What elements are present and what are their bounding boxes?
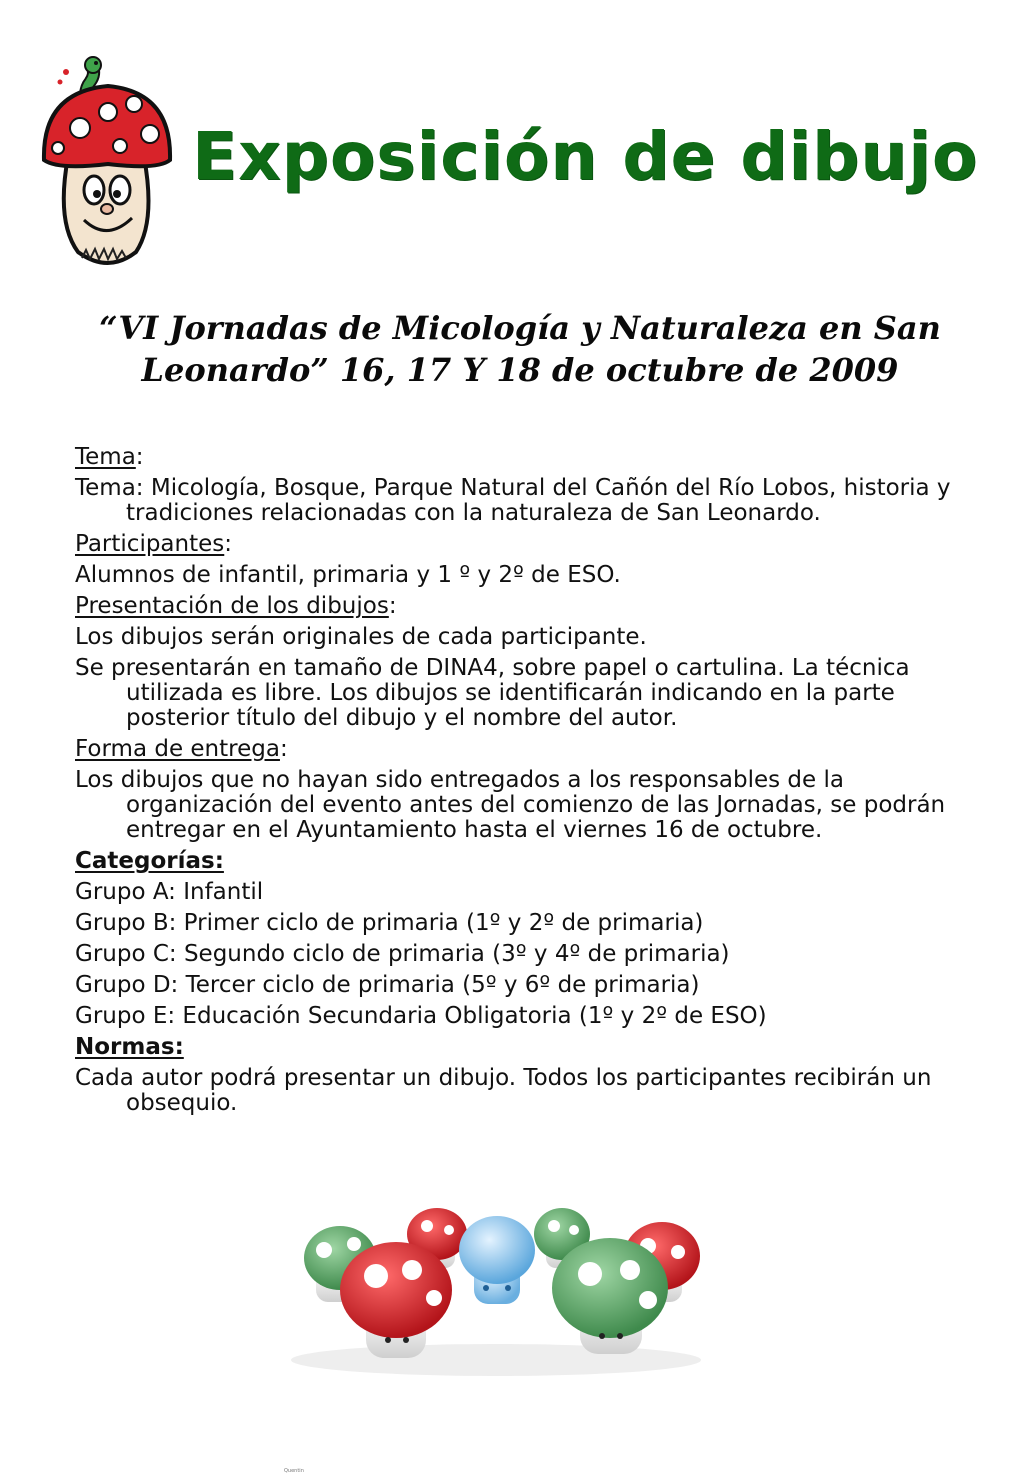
section-heading-tema: Tema: (75, 444, 144, 470)
presentacion-paragraph: Los dibujos serán originales de cada participante. (75, 624, 647, 650)
normas-paragraph: Cada autor podrá presentar un dibujo. Todos los participantes recibirán un obsequio. (75, 1065, 932, 1116)
heading-text: Normas: (75, 1034, 184, 1060)
category-item: Grupo E: Educación Secundaria Obligatoria (1º y 2º de ESO) (75, 1003, 767, 1029)
entrega-paragraph: Los dibujos que no hayan sido entregados a los responsables de la organización del evento antes del comienzo de las Jornadas, se podrán entregar en el Ayuntamiento hasta el viernes 16 de octubre. (75, 767, 946, 843)
heading-text: Categorías: (75, 848, 224, 874)
mushroom-red-front (340, 1242, 452, 1358)
mushroom-mascot-logo (38, 52, 176, 268)
section-heading-entrega: Forma de entrega: (75, 736, 288, 762)
document-body (75, 445, 975, 1122)
participantes-paragraph: Alumnos de infantil, primaria y 1 º y 2º de ESO. (75, 562, 621, 588)
section-heading-categorias (75, 849, 975, 874)
page-title: Exposición de dibujo (192, 118, 979, 195)
event-subtitle: “VI Jornadas de Micología y Naturaleza en San Leonardo” 16, 17 Y 18 de octubre de 2009 (99, 309, 941, 389)
heading-text: Presentación de los dibujos (75, 593, 389, 619)
mushroom-blue-center (459, 1216, 535, 1304)
footnote-text: Quentin (284, 1468, 304, 1474)
presentacion-paragraph: Se presentarán en tamaño de DINA4, sobre papel o cartulina. La técnica utilizada es libre. Los dibujos se identificarán indicando en la parte posterior título del dibujo y el nombre del autor. (75, 655, 910, 731)
category-item: Grupo B: Primer ciclo de primaria (1º y 2º de primaria) (75, 910, 704, 936)
mushroom-green-front (552, 1238, 668, 1354)
category-item: Grupo C: Segundo ciclo de primaria (3º y 4º de primaria) (75, 941, 730, 967)
heading-text: Participantes (75, 531, 225, 557)
section-heading-normas (75, 1035, 975, 1060)
tema-paragraph: Tema: Micología, Bosque, Parque Natural del Cañón del Río Lobos, historia y tradiciones relacionadas con la naturaleza de San Leonardo. (75, 475, 951, 526)
category-item: Grupo A: Infantil (75, 879, 264, 905)
category-item: Grupo D: Tercer ciclo de primaria (5º y 6º de primaria) (75, 972, 700, 998)
heading-text: Forma de entrega (75, 736, 280, 762)
section-heading-participantes: Participantes: (75, 531, 233, 557)
heading-text: Tema (75, 444, 136, 470)
glossy-mushrooms-illustration (284, 1200, 708, 1378)
section-heading-presentacion: Presentación de los dibujos: (75, 593, 397, 619)
